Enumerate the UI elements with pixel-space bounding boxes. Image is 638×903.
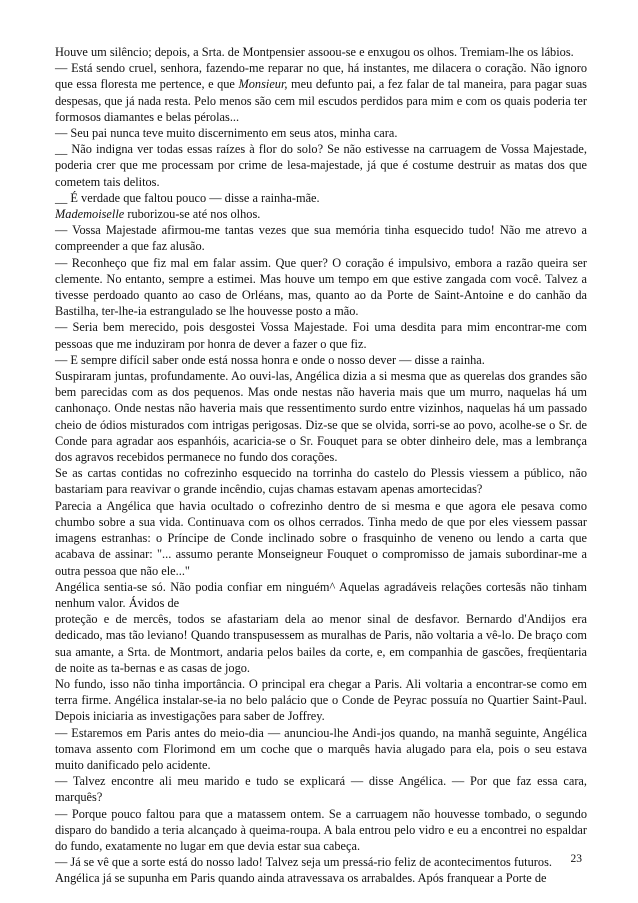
paragraph bbox=[55, 60, 587, 125]
paragraph-text: — Já se vê que a sorte está do nosso lado! Talvez seja um pressá-rio feliz de acontecimentos futuros. bbox=[55, 855, 552, 870]
paragraph-text: — E sempre difícil saber onde está nossa honra e onde o nosso dever — disse a rainha. bbox=[55, 352, 485, 367]
paragraph bbox=[55, 465, 587, 497]
paragraph bbox=[55, 255, 587, 320]
paragraph-text: Angélica já se supunha em Paris quando ainda atravessava os arrabaldes. Após franquear a Porte de bbox=[55, 871, 547, 886]
paragraph-text: — Vossa Majestade afirmou-me tantas vezes que sua memória tinha esquecido tudo! Não me atrevo a compreender a que faz alusão. bbox=[55, 223, 587, 254]
paragraph bbox=[55, 319, 587, 351]
paragraph bbox=[55, 676, 587, 725]
paragraph-text: __ É verdade que faltou pouco — disse a rainha-mãe. bbox=[55, 190, 320, 205]
paragraph-text: — Seria bem merecido, pois desgostei Vossa Majestade. Foi uma desdita para mim encontrar-me com pessoas que me induziram por honra de dever a fazer o que fiz. bbox=[55, 320, 587, 351]
paragraph-text: Houve um silêncio; depois, a Srta. de Montpensier assoou-se e enxugou os olhos. Tremiam-lhe os lábios. bbox=[55, 45, 574, 59]
paragraph bbox=[55, 141, 587, 190]
paragraph bbox=[55, 190, 587, 206]
italic-text: Mademoiselle bbox=[55, 207, 125, 222]
paragraph-text: Suspiraram juntas, profundamente. Ao ouvi-las, Angélica dizia a si mesma que as querelas dos grandes são bem parecidas com as dos pequenos. Mas onde nestas não haveria mais que um murro, naquelas há um canhonaço. Onde nestas não haveria mais que ressentimento surdo entre vizinhos, naquelas há um passado cheio de ódios misturados com intrigas perigosas. Diz-se que se olvida, sorri-se ao povo, acolhe-se o Sr. de Conde para agradar aos espanhóis, acaricia-se o Sr. Fouquet para se obter dinheiro dele, mas a lembrança dos agravos recebidos permanece no fundo dos corações. bbox=[55, 369, 587, 465]
paragraph bbox=[55, 854, 587, 870]
page-number: 23 bbox=[570, 853, 582, 865]
paragraph bbox=[55, 44, 587, 60]
paragraph bbox=[55, 368, 587, 465]
paragraph-text: — Estaremos em Paris antes do meio-dia — anunciou-lhe Andi-jos quando, na manhã seguinte, Angélica tomava assento com Florimond em um coche que o marquês havia alugado para ela, pois o seu estava muito danificado pelo acidente. bbox=[55, 725, 587, 772]
paragraph bbox=[55, 870, 587, 886]
paragraph-text: Parecia a Angélica que havia ocultado o cofrezinho dentro de si mesma e que agora ele pesava como chumbo sobre a sua vida. Continuava com os olhos cerrados. Tinha medo de que por eles viessem passar imagens estranhas: o Príncipe de Conde inclinado sobre o frasquinho de veneno ou lendo a carta que acabava de assinar: "... assumo perante Monseigneur Fouquet o compromisso de jamais subordinar-me a outra pessoa que não ele..." bbox=[55, 498, 587, 578]
paragraph-text: __ Não indigna ver todas essas raízes à flor do solo? Se não estivesse na carruagem de Vossa Majestade, poderia crer que me processam por crime de lesa-majestade, já que é costume destruir as matas dos que cometem tais delitos. bbox=[55, 142, 587, 189]
paragraph bbox=[55, 222, 587, 254]
paragraph bbox=[55, 579, 587, 611]
page-body bbox=[55, 44, 587, 887]
paragraph-text: — Reconheço que fiz mal em falar assim. Que quer? O coração é impulsivo, embora a razão queira ser clemente. No entanto, sempre a estimei. Mas houve um tempo em que estive zangada com você. Talvez a tivesse perdoado quanto ao caso de Orléans, mas, quanto ao da Porte de Saint-Antoine e do canhão da Bastilha, ter-lhe-ia estrangulado se lhe houvesse posto a mão. bbox=[55, 255, 587, 319]
paragraph-text: ruborizou-se até nos olhos. bbox=[124, 207, 261, 222]
paragraph bbox=[55, 725, 587, 774]
italic-text: Monsieur, bbox=[238, 77, 288, 92]
paragraph-text: proteção e de mercês, todos se afastariam dela ao menor sinal de desfavor. Bernardo d'Andijos era dedicado, mas tão leviano! Quando transpusessem as muralhas de Paris, não voltaria a vê-lo. De braço com sua amante, a Srta. de Montmort, andaria pelos bailes da corte, e, em companhia de gascões, freqüentaria de noite as ta-bernas e as casas de jogo. bbox=[55, 612, 587, 675]
paragraph-text: Se as cartas contidas no cofrezinho esquecido na torrinha do castelo do Plessis viessem a público, não bastariam para reavivar o grande incêndio, cujas chamas estavam apenas amortecidas? bbox=[55, 466, 587, 497]
paragraph bbox=[55, 352, 587, 368]
paragraph bbox=[55, 806, 587, 855]
paragraph-text: — Porque pouco faltou para que a matassem ontem. Se a carruagem não houvesse tombado, o segundo disparo do bandido a teria alcançado à queima-roupa. A bala entrou pelo vidro e eu a encontrei no espaldar do fundo, exatamente no lugar em que devia estar sua cabeça. bbox=[55, 806, 587, 853]
paragraph bbox=[55, 125, 587, 141]
paragraph-text: — Está sendo cruel, senhora, fazendo-me reparar no que, há instantes, me dilacera o coração. Não ignoro que essa floresta me pertence, e que bbox=[55, 61, 587, 92]
paragraph bbox=[55, 206, 587, 222]
paragraph bbox=[55, 773, 587, 805]
paragraph-text: meu defunto pai, a fez falar de tal maneira, para pagar suas despesas, que já nada resta. Pelo menos são cem mil escudos perdidos para mim e com os quais poderia ter formosos diamantes e belas pérolas... bbox=[55, 77, 587, 124]
paragraph bbox=[55, 611, 587, 676]
paragraph-text: — Talvez encontre ali meu marido e tudo se explicará — disse Angélica. — Por que faz essa cara, marquês? bbox=[55, 774, 587, 805]
paragraph bbox=[55, 498, 587, 579]
paragraph-text: Angélica sentia-se só. Não podia confiar em ninguém^ Aquelas agradáveis relações cortesãs não tinham nenhum valor. Ávidos de bbox=[55, 579, 587, 610]
paragraph-text: No fundo, isso não tinha importância. O principal era chegar a Paris. Ali voltaria a encontrar-se como em terra firme. Angélica instalar-se-ia no belo palácio que o Conde de Peyrac possuía no Quartier Saint-Paul. Depois iniciaria as investigações para saber de Joffrey. bbox=[55, 676, 587, 724]
paragraph-text: — Seu pai nunca teve muito discernimento em seus atos, minha cara. bbox=[55, 126, 398, 141]
